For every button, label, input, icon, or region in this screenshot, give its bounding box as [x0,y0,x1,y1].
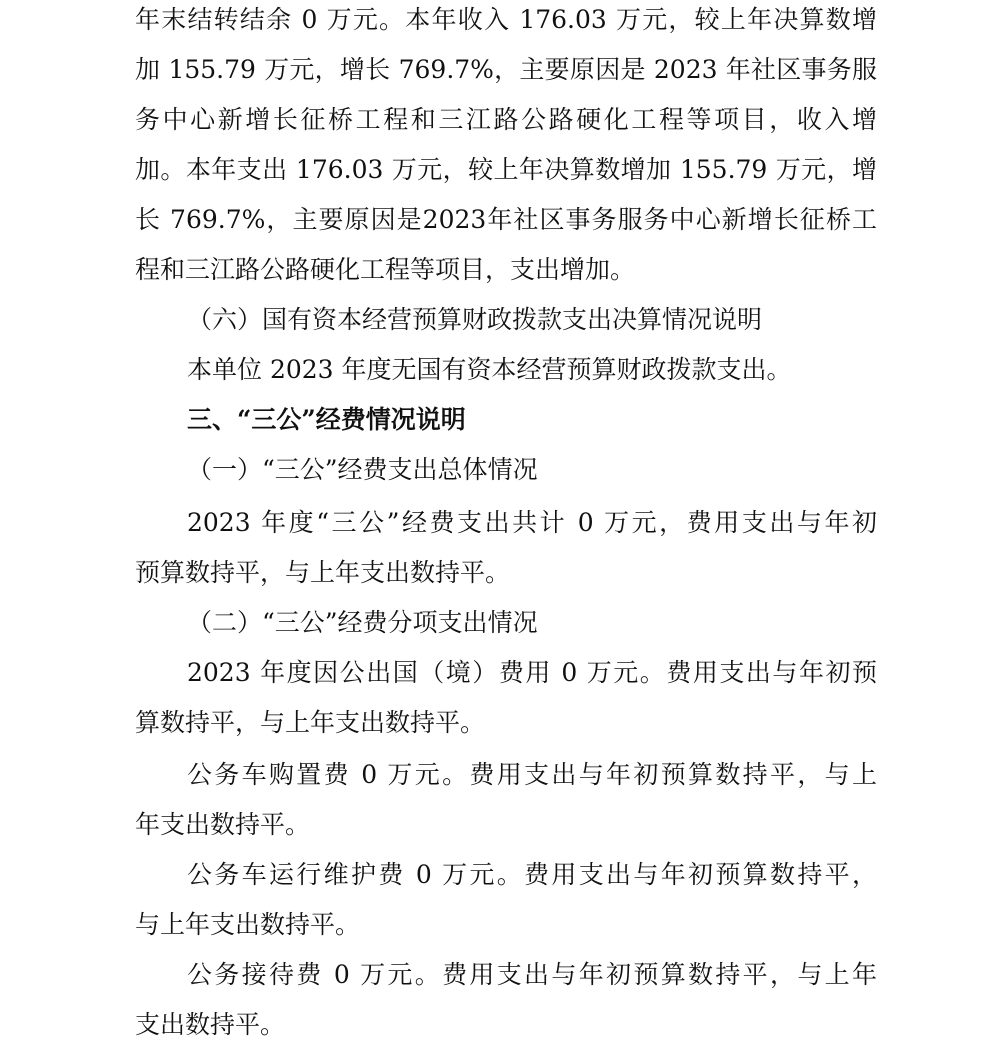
body-text-line: 年支出数持平。 [135,810,311,839]
subsection-heading-state-capital: （六）国有资本经营预算财政拨款支出决算情况说明 [187,305,763,334]
body-text-line: 公务接待费 0 万元。费用支出与年初预算数持平，与上年 [187,960,877,989]
body-text-line: 本单位 2023 年度无国有资本经营预算财政拨款支出。 [187,355,792,384]
body-text-line: 与上年支出数持平。 [135,910,361,939]
body-text-line: 长 769.7%，主要原因是2023年社区事务服务中心新增长征桥工 [135,205,877,234]
body-text-line: 加。本年支出 176.03 万元，较上年决算数增加 155.79 万元，增 [135,155,877,184]
body-text-line: 支出数持平。 [135,1010,286,1039]
body-text-line: 公务车购置费 0 万元。费用支出与年初预算数持平，与上 [187,760,877,789]
body-text-line: 2023 年度因公出国（境）费用 0 万元。费用支出与年初预 [187,658,877,687]
section-heading-three-public: 三、“三公”经费情况说明 [187,405,466,434]
body-text-line: 算数持平，与上年支出数持平。 [135,708,486,737]
body-text-line: 加 155.79 万元，增长 769.7%，主要原因是 2023 年社区事务服 [135,55,877,84]
body-text-line: 年末结转结余 0 万元。本年收入 176.03 万元，较上年决算数增 [135,5,877,34]
body-text-line: 2023 年度“三公”经费支出共计 0 万元，费用支出与年初 [187,508,877,537]
body-text-line: 预算数持平，与上年支出数持平。 [135,558,511,587]
body-text-line: 程和三江路公路硬化工程等项目，支出增加。 [135,255,636,284]
body-text-line: 务中心新增长征桥工程和三江路公路硬化工程等项目，收入增 [135,105,877,134]
body-text-line: 公务车运行维护费 0 万元。费用支出与年初预算数持平， [187,860,877,889]
subsection-heading-overall: （一）“三公”经费支出总体情况 [187,455,538,484]
subsection-heading-items: （二）“三公”经费分项支出情况 [187,608,538,637]
